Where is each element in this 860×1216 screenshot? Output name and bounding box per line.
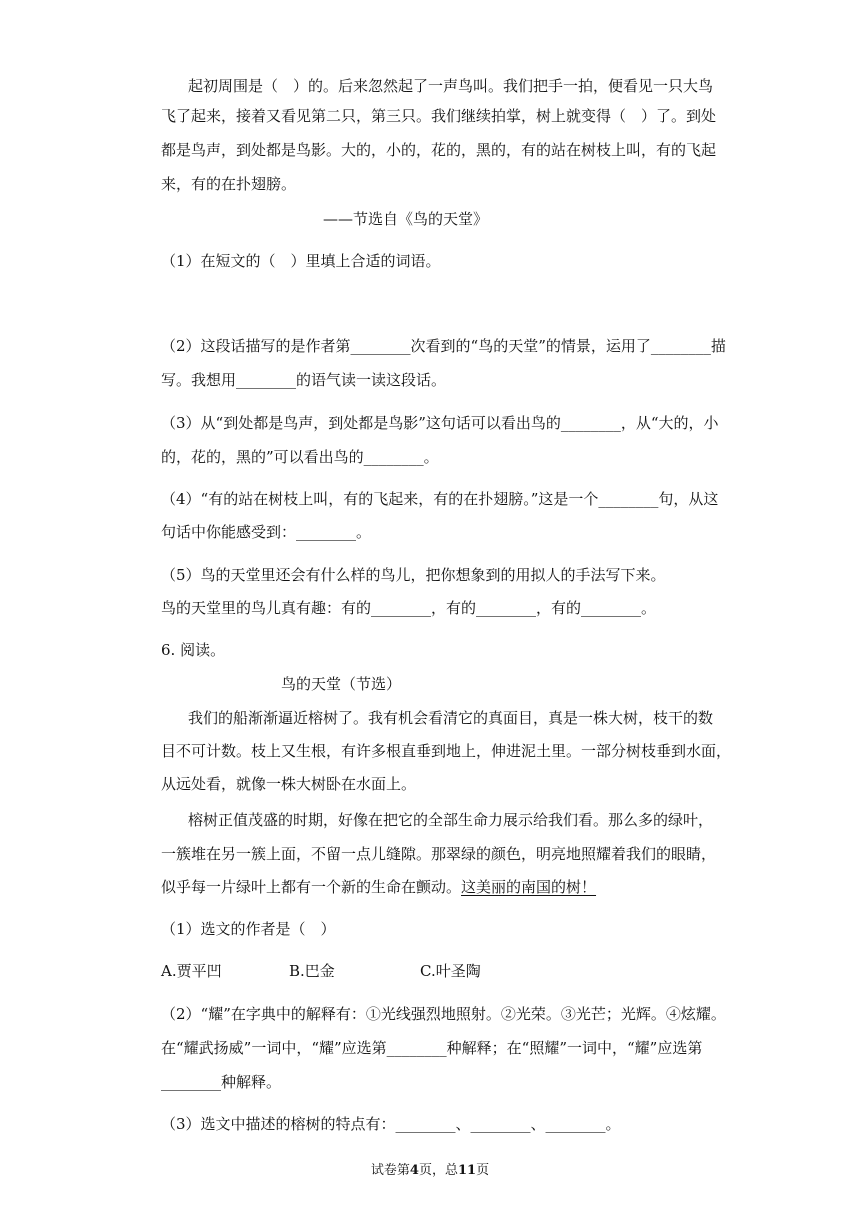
section6-heading: 6. 阅读。 (161, 641, 226, 659)
section6-title: 鸟的天堂（节选） (281, 675, 402, 693)
option-b: B.巴金 (289, 962, 335, 980)
s6-para1-line1: 我们的船渐渐逼近榕树了。我有机会看清它的真面目，真是一株大树，枝干的数 (188, 709, 714, 727)
q5-5-line2: 鸟的天堂里的鸟儿真有趣：有的________，有的________，有的________。 (161, 599, 657, 617)
passage-line-2: 飞了起来，接着又看见第二只，第三只。我们继续拍掌，树上就变得（ ）了。到处 (161, 107, 717, 125)
footer-page-number: 4 (409, 1163, 419, 1178)
s6-para1-line2: 目不可计数。枝上又生根，有许多根直垂到地上，伸进泥土里。一部分树枝垂到水面， (161, 742, 732, 760)
passage-line-1: 起初周围是（ ）的。后来忽然起了一声鸟叫。我们把手一拍，便看见一只大鸟 (188, 77, 714, 95)
s6-q2-line1: （2）“耀”在字典中的解释有：①光线强烈地照射。②光荣。③光芒；光辉。④炫耀。 (161, 1005, 726, 1023)
footer-mid: 页，总 (418, 1163, 458, 1178)
s6-q3: （3）选文中描述的榕树的特点有：________、________、________。 (161, 1115, 621, 1133)
s6-q2-line2: 在“耀武扬威”一词中，“耀”应选第________种解释；在“照耀”一词中，“耀”应选第 (161, 1039, 703, 1057)
s6-para1-line3: 从远处看，就像一株大树卧在水面上。 (161, 775, 417, 793)
q5-2-line2: 写。我想用________的语气读一读这段话。 (161, 371, 447, 389)
footer-prefix: 试卷第 (370, 1163, 410, 1178)
s6-para2-line3-text: 似乎每一片绿叶上都有一个新的生命在颤动。 (161, 878, 462, 896)
s6-q2-line3: ________种解释。 (161, 1073, 282, 1091)
s6-q1: （1）选文的作者是（ ） (161, 920, 336, 938)
q5-5-line1: （5）鸟的天堂里还会有什么样的鸟儿，把你想象到的用拟人的手法写下来。 (161, 566, 666, 584)
passage-source: ——节选自《鸟的天堂》 (323, 210, 489, 228)
s6-para2-line1: 榕树正值茂盛的时期，好像在把它的全部生命力展示给我们看。那么多的绿叶， (188, 811, 714, 829)
passage-line-4: 来，有的在扑翅膀。 (161, 175, 297, 193)
option-a: A.贾平凹 (161, 962, 222, 980)
q5-2-line1: （2）这段话描写的是作者第________次看到的“鸟的天堂”的情景，运用了________描 (161, 337, 726, 355)
q5-1: （1）在短文的（ ）里填上合适的词语。 (161, 252, 441, 270)
footer-suffix: 页 (476, 1163, 490, 1178)
footer-total-pages: 11 (457, 1163, 477, 1178)
passage-line-3: 都是鸟声，到处都是鸟影。大的，小的，花的，黑的，有的站在树枝上叫，有的飞起 (161, 141, 717, 159)
q5-3-line1: （3）从“到处都是鸟声，到处都是鸟影”这句话可以看出鸟的________，从“大的，小 (161, 414, 719, 432)
q5-3-line2: 的，花的，黑的”可以看出鸟的________。 (161, 448, 439, 466)
q5-4-line1: （4）“有的站在树枝上叫，有的飞起来，有的在扑翅膀。”这是一个________句，从这 (161, 490, 719, 508)
page-footer (0, 1161, 860, 1181)
q5-4-line2: 句话中你能感受到：________。 (161, 523, 372, 541)
option-c: C.叶圣陶 (420, 962, 481, 980)
s6-para2-line3 (161, 877, 596, 897)
underlined-sentence: 这美丽的南国的树！ (461, 878, 597, 896)
s6-para2-line2: 一簇堆在另一簇上面，不留一点儿缝隙。那翠绿的颜色，明亮地照耀着我们的眼睛， (161, 845, 717, 863)
